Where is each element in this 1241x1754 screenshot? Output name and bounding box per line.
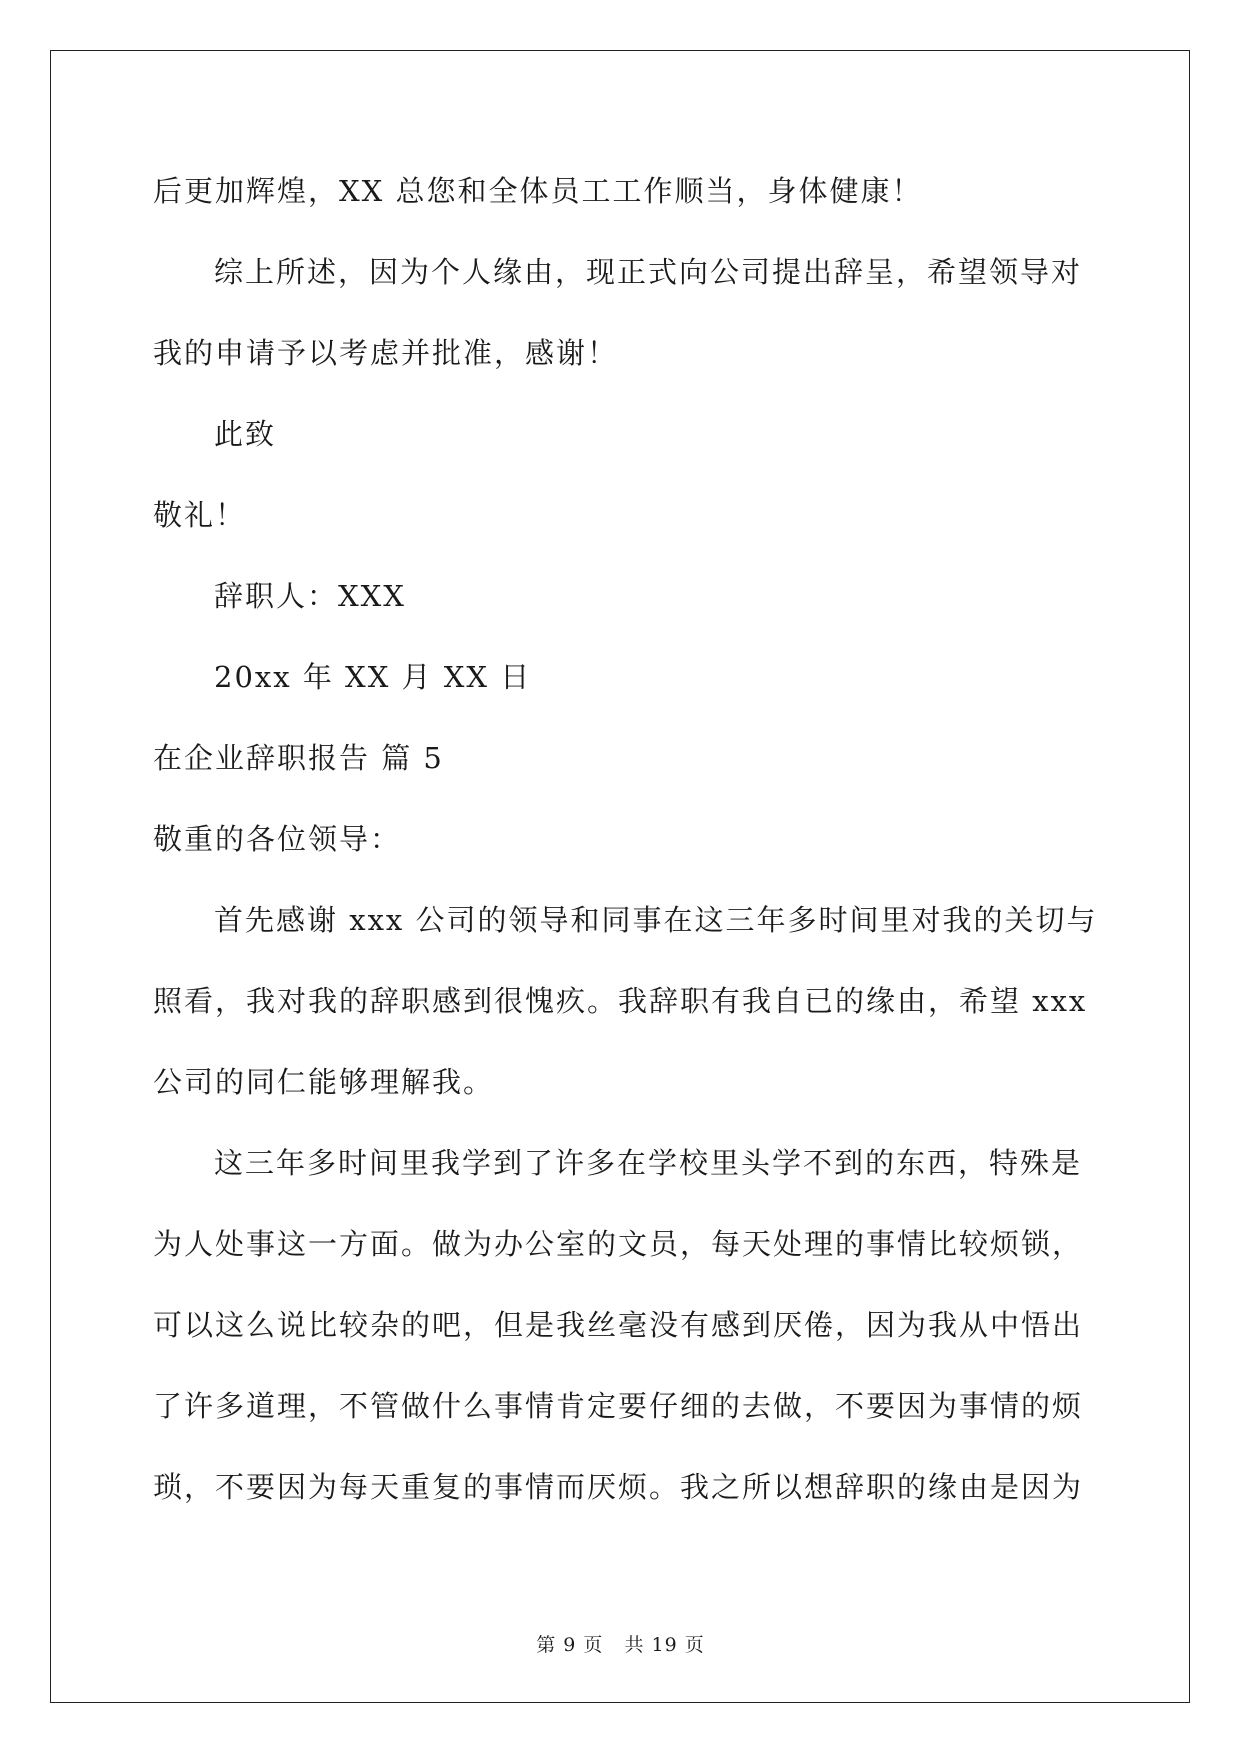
- text-line: 公司的同仁能够理解我。: [153, 1065, 495, 1099]
- text-line: 琐，不要因为每天重复的事情而厌烦。我之所以想辞职的缘由是因为: [153, 1470, 1084, 1504]
- text-line: 综上所述，因为个人缘由，现正式向公司提出辞呈，希望领导对: [214, 255, 1083, 289]
- signer-line: 辞职人：XXX: [214, 579, 406, 613]
- salutation-regards: 敬礼！: [153, 498, 247, 532]
- greeting-line: 敬重的各位领导：: [153, 822, 402, 856]
- text-line: 照看，我对我的辞职感到很愧疚。我辞职有我自已的缘由，希望 xxx: [153, 984, 1088, 1018]
- page-border: [50, 50, 1190, 1703]
- text-line: 首先感谢 xxx 公司的领导和同事在这三年多时间里对我的关切与: [214, 903, 1098, 937]
- section-heading: 在企业辞职报告 篇 5: [153, 741, 444, 775]
- salutation-closing: 此致: [214, 417, 277, 451]
- text-line: 了许多道理，不管做什么事情肯定要仔细的去做，不要因为事情的烦: [153, 1389, 1084, 1423]
- text-line: 为人处事这一方面。做为办公室的文员，每天处理的事情比较烦锁，: [153, 1227, 1084, 1261]
- text-line: 我的申请予以考虑并批准，感谢！: [153, 336, 619, 370]
- page-number-footer: 第 9 页 共 19 页: [536, 1634, 705, 1656]
- text-line: 后更加辉煌，XX 总您和全体员工工作顺当，身体健康！: [153, 174, 923, 208]
- date-line: 20xx 年 XX 月 XX 日: [214, 660, 532, 694]
- text-line: 这三年多时间里我学到了许多在学校里头学不到的东西，特殊是: [214, 1146, 1083, 1180]
- text-line: 可以这么说比较杂的吧，但是我丝毫没有感到厌倦，因为我从中悟出: [153, 1308, 1084, 1342]
